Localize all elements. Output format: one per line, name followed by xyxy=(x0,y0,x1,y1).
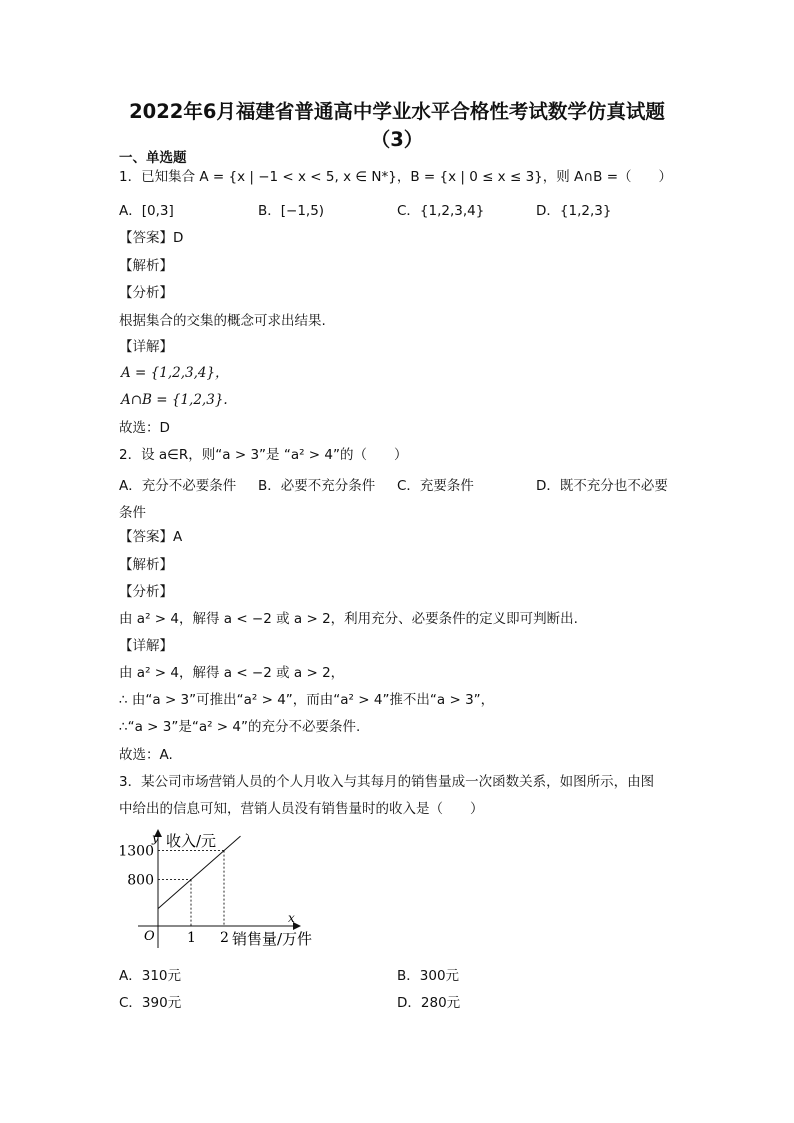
q1-stem: 1．已知集合 A = {x | −1 < x < 5, x ∈ N*}，B = {x | 0 ≤ x ≤ 3}，则 A∩B =（ ） xyxy=(119,169,673,185)
q3-option-c: C．390元 xyxy=(119,995,182,1011)
income-sales-chart xyxy=(100,820,360,960)
q1-fenxi: 【分析】 xyxy=(119,285,173,301)
q2-option-a: A．充分不必要条件 xyxy=(119,478,237,494)
q2-detail-1: 由 a² > 4，解得 a < −2 或 a > 2， xyxy=(119,665,345,681)
q3-option-a: A．310元 xyxy=(119,968,182,984)
page-subtitle: （3） xyxy=(370,128,424,151)
q2-xiangjie: 【详解】 xyxy=(119,638,173,654)
y-tick-label: 1300 xyxy=(118,843,154,860)
q3-option-d: D．280元 xyxy=(397,995,461,1011)
q1-conclusion: 故选：D xyxy=(119,420,170,436)
x-tick-label: 2 xyxy=(220,930,229,946)
q2-answer: 【答案】A xyxy=(119,529,183,545)
q2-fenxi-text: 由 a² > 4，解得 a < −2 或 a > 2，利用充分、必要条件的定义即可判断出. xyxy=(119,611,578,627)
page-title: 2022年6月福建省普通高中学业水平合格性考试数学仿真试题 xyxy=(129,100,665,123)
q1-detail-2: A∩B = {1,2,3}. xyxy=(121,392,228,408)
q2-option-c: C．充要条件 xyxy=(397,478,474,494)
y-axis-label: 收入/元 xyxy=(166,832,217,850)
q3-stem-line-1: 3．某公司市场营销人员的个人月收入与其每月的销售量成一次函数关系，如图所示，由图 xyxy=(119,774,655,790)
q1-xiangjie: 【详解】 xyxy=(119,339,173,355)
q1-option-d: D．{1,2,3} xyxy=(536,203,612,219)
origin-label: O xyxy=(144,929,155,944)
q2-jiexi: 【解析】 xyxy=(119,557,173,573)
q2-option-b: B．必要不充分条件 xyxy=(258,478,376,494)
q1-detail-1: A = {1,2,3,4}， xyxy=(121,365,229,381)
q2-conclusion: 故选：A. xyxy=(119,747,173,763)
q1-option-b: B．[−1,5) xyxy=(258,203,325,219)
q3-option-b: B．300元 xyxy=(397,968,460,984)
q1-fenxi-text: 根据集合的交集的概念可求出结果. xyxy=(119,313,326,329)
x-tick-label: 1 xyxy=(187,930,196,946)
q1-option-a: A．[0,3] xyxy=(119,203,174,219)
x-axis-label: 销售量/万件 xyxy=(232,930,313,948)
q2-option-d: D．既不充分也不必要 xyxy=(536,478,668,494)
q2-option-d-cont: 条件 xyxy=(119,505,146,521)
q1-option-c: C．{1,2,3,4} xyxy=(397,203,485,219)
q3-stem-line-2: 中给出的信息可知，营销人员没有销售量时的收入是（ ） xyxy=(119,801,484,817)
y-tick-label: 800 xyxy=(127,872,154,889)
y-axis-name: y xyxy=(152,831,159,845)
section-heading: 一、单选题 xyxy=(119,150,187,166)
q1-answer: 【答案】D xyxy=(119,230,184,246)
q2-detail-3: ∴“a > 3”是“a² > 4”的充分不必要条件. xyxy=(119,719,361,735)
x-axis-name: x xyxy=(288,911,295,925)
q2-detail-2: ∴ 由“a > 3”可推出“a² > 4”，而由“a² > 4”推不出“a > 3”， xyxy=(119,692,495,708)
q2-stem: 2．设 a∈R，则“a > 3”是 “a² > 4”的（ ） xyxy=(119,447,408,463)
q2-fenxi: 【分析】 xyxy=(119,584,173,600)
q1-jiexi: 【解析】 xyxy=(119,258,173,274)
